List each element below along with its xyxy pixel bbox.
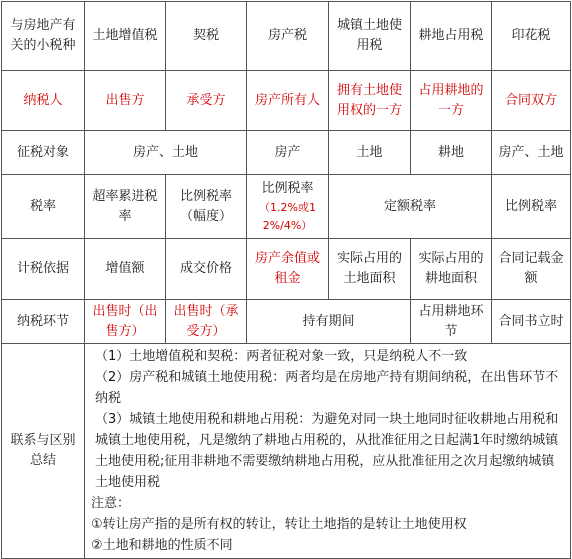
header-property-tax: 房产税 xyxy=(247,2,329,71)
header-row xyxy=(2,2,571,71)
taxpayer-row xyxy=(2,71,571,131)
basis-label: 计税依据 xyxy=(2,239,85,300)
basis-row xyxy=(2,239,571,300)
summary-point-2: （2）房产税和城镇土地使用税：两者均是在房地产持有期间纳税，在出售环节不纳税 xyxy=(95,370,559,406)
header-land-vat: 土地增值税 xyxy=(85,2,166,71)
header-urban-land-tax: 城镇土地使用税 xyxy=(329,2,411,71)
rate-land-vat: 超率累进税率 xyxy=(85,175,166,239)
rate-fixed: 定额税率 xyxy=(329,175,492,239)
header-deed-tax: 契税 xyxy=(166,2,247,71)
object-land-vat-deed: 房产、土地 xyxy=(85,131,247,175)
object-stamp: 房产、土地 xyxy=(492,131,571,175)
header-tax-category: 与房地产有关的小税种 xyxy=(2,2,85,71)
basis-land-vat: 增值额 xyxy=(85,239,166,300)
basis-property: 房产余值或租金 xyxy=(247,239,329,300)
rate-property-values: （1.2%或12%/4%） xyxy=(259,200,316,232)
timing-label: 纳税环节 xyxy=(2,300,85,344)
summary-content xyxy=(85,344,571,559)
timing-land-vat: 出售时（出售方） xyxy=(85,300,166,344)
rate-deed: 比例税率（幅度） xyxy=(166,175,247,239)
basis-deed: 成交价格 xyxy=(166,239,247,300)
timing-holding: 持有期间 xyxy=(247,300,411,344)
taxpayer-deed: 承受方 xyxy=(166,71,247,131)
rate-label: 税率 xyxy=(2,175,85,239)
taxpayer-stamp: 合同双方 xyxy=(492,71,571,131)
summary-note-1: ①转让房产指的是所有权的转让，转让土地指的是转让土地使用权 xyxy=(91,517,467,532)
rate-stamp: 比例税率 xyxy=(492,175,571,239)
taxpayer-property: 房产所有人 xyxy=(247,71,329,131)
timing-deed: 出售时（承受方） xyxy=(166,300,247,344)
object-label: 征税对象 xyxy=(2,131,85,175)
rate-row xyxy=(2,175,571,239)
basis-farmland: 实际占用的耕地面积 xyxy=(411,239,492,300)
object-farmland: 耕地 xyxy=(411,131,492,175)
object-row xyxy=(2,131,571,175)
taxpayer-land-vat: 出售方 xyxy=(85,71,166,131)
object-urban-land: 土地 xyxy=(329,131,411,175)
summary-note-title: 注意： xyxy=(91,496,131,511)
object-property: 房产 xyxy=(247,131,329,175)
summary-label: 联系与区别总结 xyxy=(2,344,85,559)
header-stamp-tax: 印花税 xyxy=(492,2,571,71)
basis-urban-land: 实际占用的土地面积 xyxy=(329,239,411,300)
timing-row xyxy=(2,300,571,344)
tax-comparison-table xyxy=(1,1,571,559)
summary-note-2: ②土地和耕地的性质不同 xyxy=(91,538,233,553)
rate-property xyxy=(247,175,329,239)
basis-stamp: 合同记载金额 xyxy=(492,239,571,300)
taxpayer-farmland: 占用耕地的一方 xyxy=(411,71,492,131)
header-farmland-tax: 耕地占用税 xyxy=(411,2,492,71)
rate-property-title: 比例税率 xyxy=(261,180,314,196)
timing-farmland: 占用耕地环节 xyxy=(411,300,492,344)
taxpayer-label: 纳税人 xyxy=(2,71,85,131)
timing-stamp: 合同书立时 xyxy=(492,300,571,344)
summary-point-3: （3）城镇土地使用税和耕地占用税：为避免对同一块土地同时征收耕地占用税和城镇土地使用税，凡是缴纳了耕地占用税的，从批准征用之日起满1年时缴纳城镇土地使用税;征用非耕地不需要缴纳耕地占用税，应从批准征用之次月起缴纳城镇土地使用税 xyxy=(95,412,559,490)
taxpayer-urban-land: 拥有土地使用权的一方 xyxy=(329,71,411,131)
summary-point-1: （1）土地增值税和契税：两者征税对象一致，只是纳税人不一致 xyxy=(95,349,468,364)
summary-row xyxy=(2,344,571,559)
